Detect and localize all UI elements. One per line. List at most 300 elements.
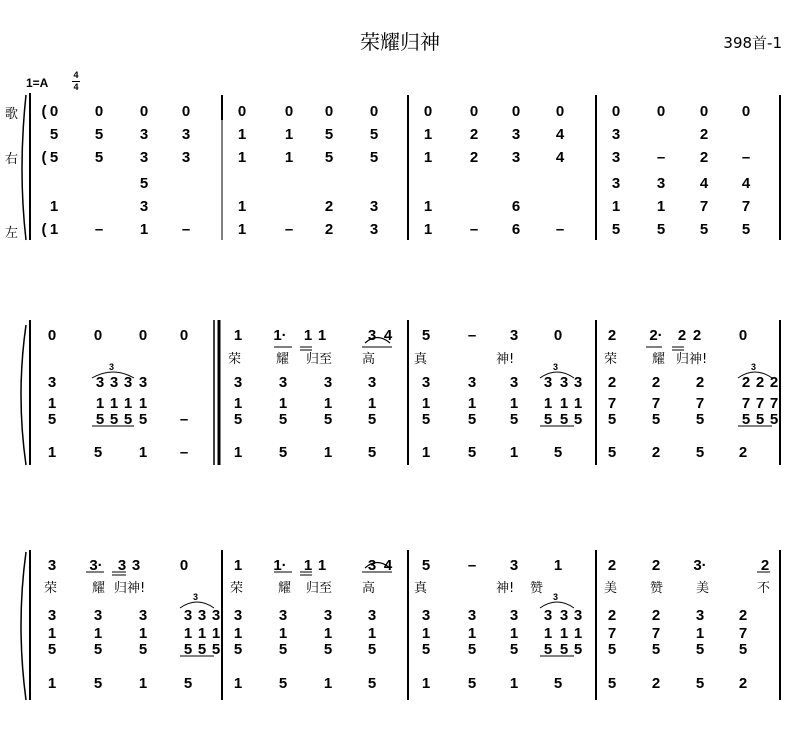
note: 3 xyxy=(47,374,57,391)
note: 5 xyxy=(367,444,377,461)
note: 0 xyxy=(511,103,521,120)
note: 0 xyxy=(139,103,149,120)
note: 5 xyxy=(367,675,377,692)
note: 2 xyxy=(677,327,687,344)
note: 3 xyxy=(611,149,621,166)
note: – xyxy=(179,411,189,428)
note: 2 xyxy=(699,126,709,143)
note: 5 xyxy=(467,444,477,461)
note: 5 xyxy=(324,126,334,143)
note: 0 xyxy=(237,103,247,120)
note: 2 xyxy=(760,557,770,574)
note: 1 xyxy=(47,395,57,412)
triplet-mark: 3 xyxy=(109,362,115,372)
note: 3 xyxy=(656,175,666,192)
lyric: 真 xyxy=(414,581,428,596)
note: 1 xyxy=(278,395,288,412)
note: 0 xyxy=(738,327,748,344)
lyric: 归神! xyxy=(676,352,708,367)
note: 3 xyxy=(233,607,243,624)
note: 1 xyxy=(138,395,148,412)
note: 1 xyxy=(237,149,247,166)
note: 5 xyxy=(138,411,148,428)
note: 1 xyxy=(323,395,333,412)
note: 2 xyxy=(651,557,661,574)
note: 0 xyxy=(284,103,294,120)
note: 7 xyxy=(699,198,709,215)
note: 3 xyxy=(369,198,379,215)
note: 1 xyxy=(559,395,569,412)
note: 5 xyxy=(47,641,57,658)
note: 3 xyxy=(139,149,149,166)
note: 0 xyxy=(469,103,479,120)
note: 1 xyxy=(237,198,247,215)
note: 5 xyxy=(543,411,553,428)
note: 3 xyxy=(95,374,105,391)
note: 5 xyxy=(93,444,103,461)
lyric: 赞 xyxy=(650,581,664,596)
note: 1 xyxy=(47,625,57,642)
note: 3 xyxy=(367,557,377,574)
note: 5 xyxy=(559,641,569,658)
lyric: 耀 xyxy=(92,581,106,596)
note: 3 xyxy=(139,126,149,143)
note: 0 xyxy=(181,103,191,120)
note: 1 xyxy=(233,675,243,692)
note: 5 xyxy=(47,411,57,428)
note: 3 xyxy=(543,607,553,624)
note: 2 xyxy=(738,444,748,461)
note: 3 xyxy=(695,607,705,624)
note: 3 xyxy=(117,557,127,574)
note: 3 xyxy=(369,221,379,238)
label-left: 左 xyxy=(5,226,19,241)
lyric: 耀 xyxy=(652,352,666,367)
note: 7 xyxy=(741,198,751,215)
note: 0 xyxy=(324,103,334,120)
note: 3 xyxy=(559,607,569,624)
lyric: 归至 xyxy=(306,581,333,596)
note: 5 xyxy=(94,149,104,166)
note: 2 xyxy=(651,444,661,461)
note: 5 xyxy=(509,411,519,428)
note: 0 xyxy=(611,103,621,120)
note: 3 xyxy=(509,374,519,391)
note: 5 xyxy=(93,675,103,692)
lyric: 归至 xyxy=(306,352,333,367)
note: 5 xyxy=(93,641,103,658)
note: 5 xyxy=(278,675,288,692)
note: 5 xyxy=(421,411,431,428)
note: 1 xyxy=(197,625,207,642)
note: 4 xyxy=(555,149,565,166)
note: 3 xyxy=(211,607,221,624)
note: 5 xyxy=(109,411,119,428)
time-signature: 4 4 xyxy=(73,70,79,92)
note: 6 xyxy=(511,198,521,215)
note: 1 xyxy=(284,149,294,166)
note: 5 xyxy=(49,126,59,143)
note: 1 xyxy=(284,126,294,143)
note: 5 xyxy=(741,411,751,428)
note: 5 xyxy=(695,444,705,461)
note: 1 xyxy=(211,625,221,642)
note: 2 xyxy=(324,221,334,238)
note: 1 xyxy=(278,625,288,642)
note: 1 xyxy=(573,625,583,642)
note: 3 xyxy=(367,327,377,344)
label-sing: 歌 xyxy=(5,107,19,122)
lyric: 高 xyxy=(362,581,376,596)
note: 1 xyxy=(303,557,313,574)
note: 3 xyxy=(467,607,477,624)
lyric: 神! xyxy=(496,352,515,367)
note: 1 xyxy=(543,395,553,412)
note: 5 xyxy=(183,641,193,658)
note: 2 xyxy=(755,374,765,391)
note: 5 xyxy=(197,641,207,658)
note: – xyxy=(179,444,189,461)
note: 2 xyxy=(469,149,479,166)
note: 3 xyxy=(511,149,521,166)
note: – xyxy=(741,149,751,166)
note: 1 xyxy=(553,557,563,574)
note: 5 xyxy=(324,149,334,166)
note: 1 xyxy=(421,625,431,642)
note: 3 xyxy=(421,607,431,624)
note: 1 xyxy=(47,444,57,461)
note: 3 xyxy=(611,175,621,192)
note: 1 xyxy=(237,221,247,238)
lyric: 耀 xyxy=(276,352,290,367)
note: 2 xyxy=(769,374,779,391)
note: 6 xyxy=(511,221,521,238)
note: 1 xyxy=(93,625,103,642)
note: 3 xyxy=(123,374,133,391)
note: 5 xyxy=(323,641,333,658)
note: 7 xyxy=(607,395,617,412)
note: 3 xyxy=(139,198,149,215)
note: 5 xyxy=(738,641,748,658)
note: 1 xyxy=(611,198,621,215)
note: 1 xyxy=(467,395,477,412)
note: 3 xyxy=(131,557,141,574)
note: 1 xyxy=(233,327,243,344)
note: 5 xyxy=(233,641,243,658)
note: 0 xyxy=(94,103,104,120)
note: 4 xyxy=(383,557,393,574)
note: 1 xyxy=(467,625,477,642)
note: 3 xyxy=(509,327,519,344)
note: 3 xyxy=(181,149,191,166)
note: 1 xyxy=(559,625,569,642)
note: 7 xyxy=(769,395,779,412)
note: 5 xyxy=(367,411,377,428)
note: 5 xyxy=(741,221,751,238)
note: – xyxy=(656,149,666,166)
note: 1 xyxy=(237,126,247,143)
lyric: 荣 xyxy=(604,352,618,367)
note: 5 xyxy=(278,411,288,428)
note: 7 xyxy=(755,395,765,412)
note: – xyxy=(555,221,565,238)
note: 7 xyxy=(738,625,748,642)
note: 4 xyxy=(383,327,393,344)
lyric: 荣 xyxy=(228,352,242,367)
note: 1 xyxy=(317,327,327,344)
note: 3 xyxy=(543,374,553,391)
note: 1 xyxy=(183,625,193,642)
note: – xyxy=(181,221,191,238)
note: 1 xyxy=(138,675,148,692)
note: 1 xyxy=(423,126,433,143)
note: 1 xyxy=(656,198,666,215)
note: 3 xyxy=(278,607,288,624)
lyric: 归神! xyxy=(114,581,146,596)
note: 5 xyxy=(421,327,431,344)
note: 2 xyxy=(651,607,661,624)
note: 5 xyxy=(123,411,133,428)
note: 3 xyxy=(509,607,519,624)
note: 0 xyxy=(47,327,57,344)
note: 1 xyxy=(543,625,553,642)
note: – xyxy=(469,221,479,238)
note: 1 xyxy=(233,557,243,574)
note: 2 xyxy=(741,374,751,391)
note: 5 xyxy=(95,411,105,428)
note: 3 xyxy=(509,557,519,574)
note: 2 xyxy=(607,557,617,574)
note: 3 xyxy=(197,607,207,624)
note: 1 xyxy=(695,625,705,642)
lyric: 赞 xyxy=(530,581,544,596)
note: 5 xyxy=(421,641,431,658)
note: 1 xyxy=(123,395,133,412)
triplet-mark: 3 xyxy=(553,362,559,372)
lyric: 真 xyxy=(414,352,428,367)
note: 1 xyxy=(323,625,333,642)
note: 3 xyxy=(511,126,521,143)
note: 3 xyxy=(138,374,148,391)
note: 5 xyxy=(651,641,661,658)
note: 5 xyxy=(467,641,477,658)
paren: ( xyxy=(41,103,47,120)
note: 0 xyxy=(179,327,189,344)
note: 3 xyxy=(93,607,103,624)
note: 5 xyxy=(367,641,377,658)
note: 0 xyxy=(49,103,59,120)
note: 1 xyxy=(303,327,313,344)
note: 1 xyxy=(95,395,105,412)
note: 3 xyxy=(367,374,377,391)
note: 1 xyxy=(509,675,519,692)
note: 1 xyxy=(509,395,519,412)
key-signature: 1=A xyxy=(26,76,49,90)
lyric: 荣 xyxy=(44,581,58,596)
lyric: 神! xyxy=(496,581,515,596)
note: 0 xyxy=(369,103,379,120)
note: 5 xyxy=(467,411,477,428)
note: 5 xyxy=(323,411,333,428)
note: 3 xyxy=(573,374,583,391)
note: 0 xyxy=(179,557,189,574)
note: 2 xyxy=(699,149,709,166)
lyric: 美 xyxy=(604,581,618,596)
note: 5 xyxy=(559,411,569,428)
note: 1· xyxy=(273,327,287,344)
note: 3 xyxy=(559,374,569,391)
note: 4 xyxy=(555,126,565,143)
page-title: 荣耀归神 xyxy=(360,30,440,54)
note: 5 xyxy=(651,411,661,428)
note: – xyxy=(467,327,477,344)
note: 2· xyxy=(649,327,663,344)
note: – xyxy=(94,221,104,238)
hymn-number: 398首-1 xyxy=(723,34,782,52)
note: 2 xyxy=(692,327,702,344)
note: 1 xyxy=(233,444,243,461)
note: 5 xyxy=(607,641,617,658)
lyric: 美 xyxy=(696,581,710,596)
note: 1 xyxy=(233,395,243,412)
note: 5 xyxy=(699,221,709,238)
note: 5 xyxy=(369,126,379,143)
note: 1 xyxy=(323,444,333,461)
paren: ( xyxy=(41,221,47,238)
note: 5 xyxy=(573,641,583,658)
note: 5 xyxy=(509,641,519,658)
note: 5 xyxy=(183,675,193,692)
note: 1 xyxy=(139,221,149,238)
triplet-mark: 3 xyxy=(193,592,199,602)
note: 5 xyxy=(139,175,149,192)
note: 1 xyxy=(421,444,431,461)
note: 3 xyxy=(233,374,243,391)
note: 5 xyxy=(421,557,431,574)
note: 7 xyxy=(651,395,661,412)
note: 5 xyxy=(607,411,617,428)
note: 3 xyxy=(367,607,377,624)
note: 3 xyxy=(611,126,621,143)
note: 4 xyxy=(741,175,751,192)
note: 3 xyxy=(278,374,288,391)
note: 0 xyxy=(555,103,565,120)
note: 1 xyxy=(317,557,327,574)
triplet-mark: 3 xyxy=(751,362,757,372)
note: 5 xyxy=(467,675,477,692)
note: 5 xyxy=(553,675,563,692)
note: 5 xyxy=(278,641,288,658)
note: 1 xyxy=(423,221,433,238)
note: 2 xyxy=(607,327,617,344)
note: 5 xyxy=(369,149,379,166)
note: 5 xyxy=(543,641,553,658)
note: 2 xyxy=(469,126,479,143)
note: 7 xyxy=(695,395,705,412)
note: 4 xyxy=(699,175,709,192)
note: 1 xyxy=(138,625,148,642)
note: 1 xyxy=(573,395,583,412)
note: 5 xyxy=(233,411,243,428)
note: 5 xyxy=(49,149,59,166)
lyric: 不 xyxy=(757,581,771,596)
note: 2 xyxy=(738,675,748,692)
note: 1 xyxy=(509,444,519,461)
note: 5 xyxy=(656,221,666,238)
note: 7 xyxy=(741,395,751,412)
note: 5 xyxy=(769,411,779,428)
note: 3 xyxy=(323,374,333,391)
note: 2 xyxy=(651,675,661,692)
note: 3· xyxy=(693,557,707,574)
note: 3 xyxy=(323,607,333,624)
note: 3 xyxy=(138,607,148,624)
note: 1 xyxy=(47,675,57,692)
note: 3 xyxy=(109,374,119,391)
note: 5 xyxy=(695,411,705,428)
note: 3 xyxy=(47,557,57,574)
note: 3 xyxy=(421,374,431,391)
label-right: 右 xyxy=(5,152,19,167)
note: 0 xyxy=(741,103,751,120)
note: 2 xyxy=(651,374,661,391)
note: 5 xyxy=(94,126,104,143)
note: 3 xyxy=(47,607,57,624)
note: 1 xyxy=(109,395,119,412)
note: 1 xyxy=(423,149,433,166)
note: 5 xyxy=(755,411,765,428)
note: 0 xyxy=(656,103,666,120)
note: 3· xyxy=(89,557,103,574)
note: 1 xyxy=(233,625,243,642)
note: 0 xyxy=(553,327,563,344)
note: 3 xyxy=(467,374,477,391)
note: 0 xyxy=(138,327,148,344)
note: 1 xyxy=(323,675,333,692)
note: 1 xyxy=(367,395,377,412)
note: 5 xyxy=(607,675,617,692)
note: 0 xyxy=(423,103,433,120)
note: – xyxy=(467,557,477,574)
note: 5 xyxy=(278,444,288,461)
note: 1· xyxy=(273,557,287,574)
note: 5 xyxy=(211,641,221,658)
note: 0 xyxy=(93,327,103,344)
note: 5 xyxy=(607,444,617,461)
lyric: 高 xyxy=(362,352,376,367)
note: 7 xyxy=(651,625,661,642)
note: 2 xyxy=(324,198,334,215)
note: 1 xyxy=(367,625,377,642)
note: 3 xyxy=(183,607,193,624)
note: 0 xyxy=(699,103,709,120)
note: – xyxy=(284,221,294,238)
triplet-mark: 3 xyxy=(553,592,559,602)
note: 1 xyxy=(49,221,59,238)
paren: ( xyxy=(41,149,47,166)
note: 5 xyxy=(695,641,705,658)
lyric: 耀 xyxy=(278,581,292,596)
note: 5 xyxy=(611,221,621,238)
note: 1 xyxy=(49,198,59,215)
note: 5 xyxy=(553,444,563,461)
note: 1 xyxy=(138,444,148,461)
note: 5 xyxy=(138,641,148,658)
note: 2 xyxy=(738,607,748,624)
note: 3 xyxy=(181,126,191,143)
note: 7 xyxy=(607,625,617,642)
note: 2 xyxy=(607,607,617,624)
